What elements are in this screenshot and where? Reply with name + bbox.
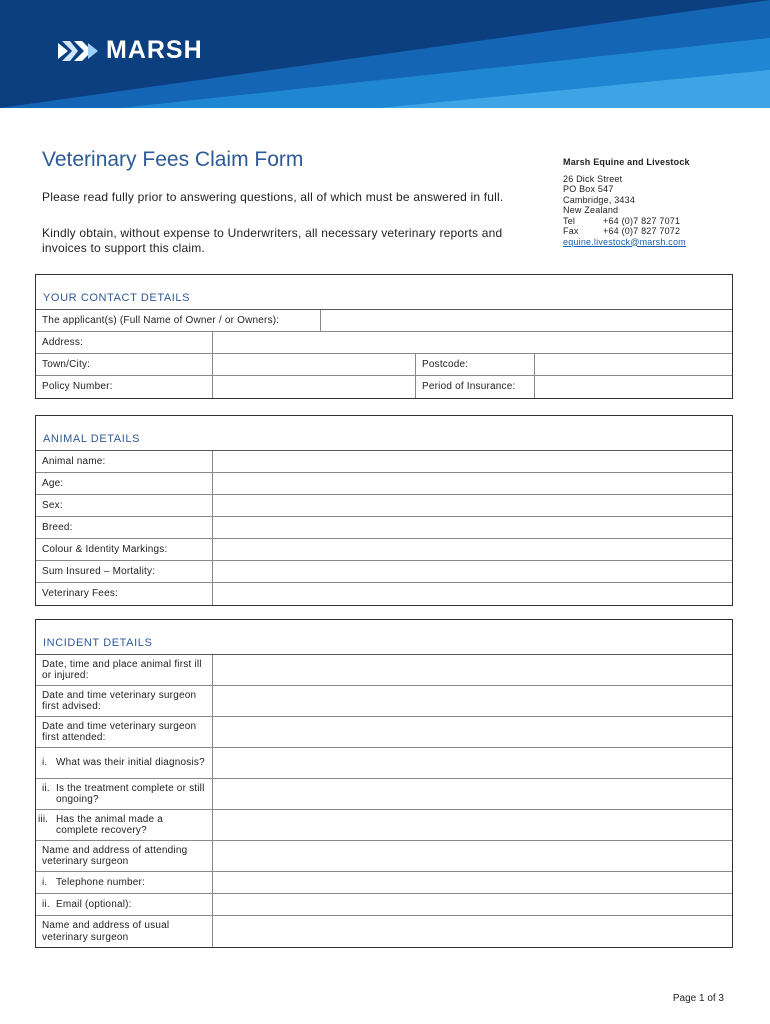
- animal-name-field[interactable]: [213, 451, 732, 472]
- policy-field[interactable]: [213, 376, 415, 398]
- colour-field[interactable]: [213, 539, 732, 560]
- vet-fees-label: Veterinary Fees:: [36, 583, 213, 605]
- age-row: [36, 473, 732, 495]
- fax-label: Fax: [563, 226, 579, 236]
- applicant-field[interactable]: [321, 310, 732, 331]
- tel-label: Tel: [563, 215, 576, 226]
- treatment-field[interactable]: [213, 779, 732, 809]
- first-ill-row: [36, 655, 732, 686]
- telephone-num: i.: [42, 876, 48, 888]
- recovery-num: iii.: [38, 813, 49, 825]
- postcode-label: Postcode:: [415, 354, 535, 375]
- sum-insured-label: Sum Insured – Mortality:: [36, 561, 213, 582]
- marsh-logo-icon: [58, 39, 98, 63]
- telephone-text: Telephone number:: [56, 876, 146, 888]
- town-row: [36, 354, 732, 376]
- diagnosis-num: i.: [42, 757, 48, 769]
- city: Cambridge, 3434: [563, 194, 636, 205]
- contact-details-section: [35, 274, 733, 399]
- sum-insured-field[interactable]: [213, 561, 732, 582]
- animal-name-label: Animal name:: [36, 451, 213, 472]
- postcode-field[interactable]: [535, 354, 732, 375]
- email-link[interactable]: equine.livestock@marsh.com: [563, 236, 686, 247]
- treatment-num: ii.: [42, 782, 50, 794]
- section-title: YOUR CONTACT DETAILS: [36, 275, 732, 310]
- vet-fees-field[interactable]: [213, 583, 732, 605]
- recovery-text: Has the animal made a complete recovery?: [56, 813, 164, 836]
- diagnosis-field[interactable]: [213, 748, 732, 778]
- recovery-row: [36, 810, 732, 841]
- brand-name: MARSH: [106, 36, 203, 64]
- age-field[interactable]: [213, 473, 732, 494]
- surgeon-advised-field[interactable]: [213, 686, 732, 716]
- address-label: Address:: [36, 332, 213, 353]
- surgeon-attended-field[interactable]: [213, 717, 732, 747]
- usual-surgeon-label: Name and address of usual veterinary surgeon: [36, 916, 213, 947]
- contact-address-block: [563, 157, 690, 247]
- sum-insured-row: [36, 561, 732, 583]
- telephone-label: [36, 872, 213, 893]
- fax-row: [563, 226, 690, 237]
- town-label: Town/City:: [36, 354, 213, 375]
- po-box: PO Box 547: [563, 184, 614, 194]
- treatment-text: Is the treatment complete or still ongoing?: [56, 782, 205, 805]
- email-field[interactable]: [213, 894, 732, 915]
- surgeon-attended-label: Date and time veterinary surgeon first attended:: [36, 717, 213, 747]
- page-number: Page 1 of 3: [672, 993, 724, 1004]
- town-field[interactable]: [213, 354, 415, 375]
- attending-surgeon-label: Name and address of attending veterinary surgeon: [36, 841, 213, 871]
- diagnosis-label: [36, 748, 213, 778]
- applicant-label: The applicant(s) (Full Name of Owner / or Owners):: [36, 310, 321, 331]
- usual-surgeon-field[interactable]: [213, 916, 732, 947]
- breed-label: Breed:: [36, 517, 213, 538]
- breed-row: [36, 517, 732, 539]
- breed-field[interactable]: [213, 517, 732, 538]
- surgeon-advised-row: [36, 686, 732, 717]
- surgeon-attended-row: [36, 717, 732, 748]
- policy-row: [36, 376, 732, 398]
- sex-label: Sex:: [36, 495, 213, 516]
- sex-field[interactable]: [213, 495, 732, 516]
- telephone-row: [36, 872, 732, 894]
- fax-value: +64 (0)7 827 7072: [603, 226, 681, 236]
- email-row: [36, 894, 732, 916]
- colour-label: Colour & Identity Markings:: [36, 539, 213, 560]
- intro-note: Kindly obtain, without expense to Underwriters, all necessary veterinary reports and invoices to support this claim.: [42, 226, 503, 255]
- recovery-field[interactable]: [213, 810, 732, 840]
- treatment-row: [36, 779, 732, 810]
- animal-details-section: [35, 415, 733, 606]
- email-text: Email (optional):: [56, 898, 132, 910]
- telephone-field[interactable]: [213, 872, 732, 893]
- recovery-label: [36, 810, 213, 840]
- page-title: Veterinary Fees Claim Form: [42, 148, 304, 171]
- address-row: [36, 332, 732, 354]
- diagnosis-row: [36, 748, 732, 779]
- period-label: Period of Insurance:: [415, 376, 535, 398]
- tel-row: [563, 216, 690, 227]
- age-label: Age:: [36, 473, 213, 494]
- section-title: INCIDENT DETAILS: [36, 620, 732, 655]
- surgeon-advised-label: Date and time veterinary surgeon first advised:: [36, 686, 213, 716]
- company-name: Marsh Equine and Livestock: [563, 157, 690, 167]
- street: 26 Dick Street: [563, 173, 623, 184]
- colour-row: [36, 539, 732, 561]
- attending-surgeon-row: [36, 841, 732, 872]
- first-ill-field[interactable]: [213, 655, 732, 685]
- tel-value: +64 (0)7 827 7071: [603, 215, 681, 226]
- treatment-label: [36, 779, 213, 809]
- marsh-logo: [58, 36, 203, 65]
- country: New Zealand: [563, 205, 619, 215]
- attending-surgeon-field[interactable]: [213, 841, 732, 871]
- diagnosis-text: What was their initial diagnosis?: [56, 757, 205, 769]
- incident-details-section: [35, 619, 733, 948]
- address-field[interactable]: [213, 332, 732, 353]
- email-label: [36, 894, 213, 915]
- applicant-row: [36, 310, 732, 332]
- section-title: ANIMAL DETAILS: [36, 416, 732, 451]
- period-field[interactable]: [535, 376, 732, 398]
- vet-fees-row: [36, 583, 732, 605]
- intro-instruction: Please read fully prior to answering questions, all of which must be answered in full.: [42, 190, 504, 204]
- policy-label: Policy Number:: [36, 376, 213, 398]
- email-num: ii.: [42, 898, 50, 910]
- first-ill-label: Date, time and place animal first ill or injured:: [36, 655, 213, 685]
- usual-surgeon-row: [36, 916, 732, 947]
- sex-row: [36, 495, 732, 517]
- animal-name-row: [36, 451, 732, 473]
